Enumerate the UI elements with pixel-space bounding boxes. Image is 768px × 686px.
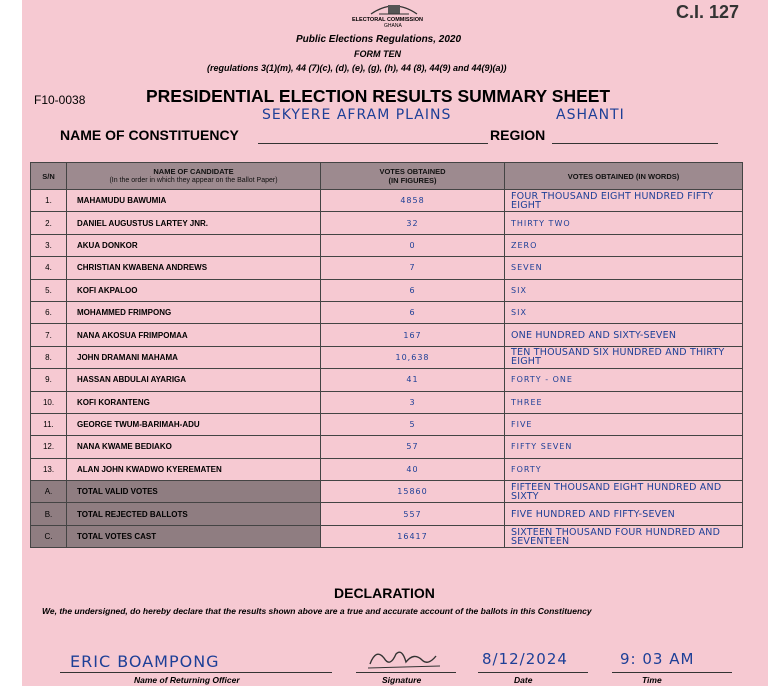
candidate-row	[31, 436, 743, 458]
votes-in-words: SIX	[505, 279, 743, 301]
declaration-text: We, the undersigned, do hereby declare that the results shown above are a true and accurate account of the ballots in this Constituency	[42, 606, 592, 616]
candidate-row	[31, 391, 743, 413]
votes-in-figures: 557	[321, 503, 505, 525]
candidate-name: MAHAMUDU BAWUMIA	[67, 190, 321, 212]
votes-figures-header	[321, 163, 505, 190]
region-value: ASHANTI	[556, 107, 625, 123]
candidate-name: KOFI AKPALOO	[67, 279, 321, 301]
votes-in-figures: 167	[321, 324, 505, 346]
votes-in-words: FORTY - ONE	[505, 369, 743, 391]
row-number: 12.	[31, 436, 67, 458]
constituency-value: SEKYERE AFRAM PLAINS	[262, 107, 452, 123]
row-number: 1.	[31, 190, 67, 212]
sn-header: S/N	[31, 163, 67, 190]
candidate-name: MOHAMMED FRIMPONG	[67, 301, 321, 323]
candidate-name: GEORGE TWUM-BARIMAH-ADU	[67, 413, 321, 435]
regulations-title: Public Elections Regulations, 2020	[296, 34, 462, 45]
constituency-underline	[258, 143, 488, 144]
votes-in-words: FIFTEEN THOUSAND EIGHT HUNDRED AND SIXTY	[505, 481, 743, 503]
votes-in-words: SEVEN	[505, 257, 743, 279]
candidate-row	[31, 346, 743, 368]
candidate-name: CHRISTIAN KWABENA ANDREWS	[67, 257, 321, 279]
candidate-name: DANIEL AUGUSTUS LARTEY JNR.	[67, 212, 321, 234]
votes-in-figures: 3	[321, 391, 505, 413]
candidate-row	[31, 413, 743, 435]
date-label: Date	[514, 675, 533, 685]
total-label: TOTAL VOTES CAST	[67, 525, 321, 547]
votes-in-figures: 16417	[321, 525, 505, 547]
commission-country: GHANA	[384, 23, 402, 29]
candidate-row	[31, 458, 743, 480]
votes-in-figures: 15860	[321, 481, 505, 503]
time-underline	[612, 672, 732, 673]
pink-form-sheet	[22, 0, 768, 686]
sheet-title: PRESIDENTIAL ELECTION RESULTS SUMMARY SHEET	[146, 86, 611, 106]
candidate-name: ALAN JOHN KWADWO KYEREMATEN	[67, 458, 321, 480]
votes-in-figures: 4858	[321, 190, 505, 212]
row-number: 5.	[31, 279, 67, 301]
total-row	[31, 481, 743, 503]
votes-in-words: ONE HUNDRED AND SIXTY-SEVEN	[505, 324, 743, 346]
signature-underline	[356, 672, 456, 673]
returning-officer-label: Name of Returning Officer	[134, 675, 240, 685]
row-number: 10.	[31, 391, 67, 413]
candidate-row	[31, 190, 743, 212]
votes-in-words: FIFTY SEVEN	[505, 436, 743, 458]
total-label: TOTAL REJECTED BALLOTS	[67, 503, 321, 525]
candidate-name: NANA KWAME BEDIAKO	[67, 436, 321, 458]
candidate-name-header-sub: (In the order in which they appear on the Ballot Paper)	[109, 177, 278, 184]
row-number: 7.	[31, 324, 67, 346]
votes-in-words: FORTY	[505, 458, 743, 480]
row-number: 2.	[31, 212, 67, 234]
row-number: 13.	[31, 458, 67, 480]
date-underline	[478, 672, 588, 673]
candidate-name-header	[67, 163, 321, 190]
votes-in-figures: 10,638	[321, 346, 505, 368]
votes-in-figures: 41	[321, 369, 505, 391]
total-row	[31, 525, 743, 547]
votes-words-header: VOTES OBTAINED (IN WORDS)	[505, 163, 743, 190]
votes-in-figures: 6	[321, 279, 505, 301]
row-number: 3.	[31, 234, 67, 256]
votes-in-words: SIXTEEN THOUSAND FOUR HUNDRED AND SEVENTEEN	[505, 525, 743, 547]
table-header-row	[31, 163, 743, 190]
commission-name: ELECTORAL COMMISSION	[352, 17, 423, 23]
total-row	[31, 503, 743, 525]
regulations-reference: (regulations 3(1)(m), 44 (7)(c), (d), (e), (g), (h), 44 (8), 44(9) and 44(9)(a))	[207, 63, 507, 73]
votes-figures-header-sub: (IN FIGURES)	[388, 176, 437, 185]
candidate-row	[31, 234, 743, 256]
candidate-row	[31, 212, 743, 234]
votes-in-words: FIVE HUNDRED AND FIFTY-SEVEN	[505, 503, 743, 525]
declaration-title: DECLARATION	[334, 585, 435, 601]
votes-in-words: FIVE	[505, 413, 743, 435]
signature-label: Signature	[382, 675, 422, 685]
results-table	[30, 162, 743, 548]
total-label: TOTAL VALID VOTES	[67, 481, 321, 503]
votes-in-words: ZERO	[505, 234, 743, 256]
candidate-row	[31, 279, 743, 301]
signature-mark	[366, 646, 442, 674]
time-value: 9: 03 AM	[620, 650, 695, 668]
officer-underline	[60, 672, 332, 673]
ci-number: C.I. 127	[676, 2, 740, 22]
votes-in-words: TEN THOUSAND SIX HUNDRED AND THIRTY EIGHT	[505, 346, 743, 368]
candidate-name: NANA AKOSUA FRIMPOMAA	[67, 324, 321, 346]
votes-in-words: SIX	[505, 301, 743, 323]
candidate-name: AKUA DONKOR	[67, 234, 321, 256]
votes-in-figures: 5	[321, 413, 505, 435]
candidate-name: JOHN DRAMANI MAHAMA	[67, 346, 321, 368]
votes-in-words: THREE	[505, 391, 743, 413]
votes-in-figures: 32	[321, 212, 505, 234]
candidate-row	[31, 257, 743, 279]
votes-in-figures: 6	[321, 301, 505, 323]
form-code: F10-0038	[34, 93, 86, 107]
votes-in-words: THIRTY TWO	[505, 212, 743, 234]
coat-of-arms-icon	[369, 0, 419, 16]
candidate-row	[31, 324, 743, 346]
row-number: B.	[31, 503, 67, 525]
candidate-name-header-label: NAME OF CANDIDATE	[153, 167, 234, 176]
votes-in-figures: 57	[321, 436, 505, 458]
region-label: REGION	[490, 127, 546, 143]
row-number: 9.	[31, 369, 67, 391]
row-number: A.	[31, 481, 67, 503]
candidate-row	[31, 369, 743, 391]
constituency-label: NAME OF CONSTITUENCY	[60, 127, 239, 143]
candidate-row	[31, 301, 743, 323]
returning-officer-name: ERIC BOAMPONG	[70, 652, 220, 671]
region-underline	[552, 143, 718, 144]
row-number: 4.	[31, 257, 67, 279]
votes-figures-header-label: VOTES OBTAINED	[379, 167, 446, 176]
votes-in-figures: 7	[321, 257, 505, 279]
candidate-name: KOFI KORANTENG	[67, 391, 321, 413]
votes-in-figures: 0	[321, 234, 505, 256]
row-number: 11.	[31, 413, 67, 435]
time-label: Time	[642, 675, 662, 685]
candidate-name: HASSAN ABDULAI AYARIGA	[67, 369, 321, 391]
form-name: FORM TEN	[354, 49, 401, 59]
row-number: 6.	[31, 301, 67, 323]
row-number: 8.	[31, 346, 67, 368]
row-number: C.	[31, 525, 67, 547]
votes-in-words: FOUR THOUSAND EIGHT HUNDRED FIFTY EIGHT	[505, 190, 743, 212]
votes-in-figures: 40	[321, 458, 505, 480]
date-value: 8/12/2024	[482, 650, 568, 668]
